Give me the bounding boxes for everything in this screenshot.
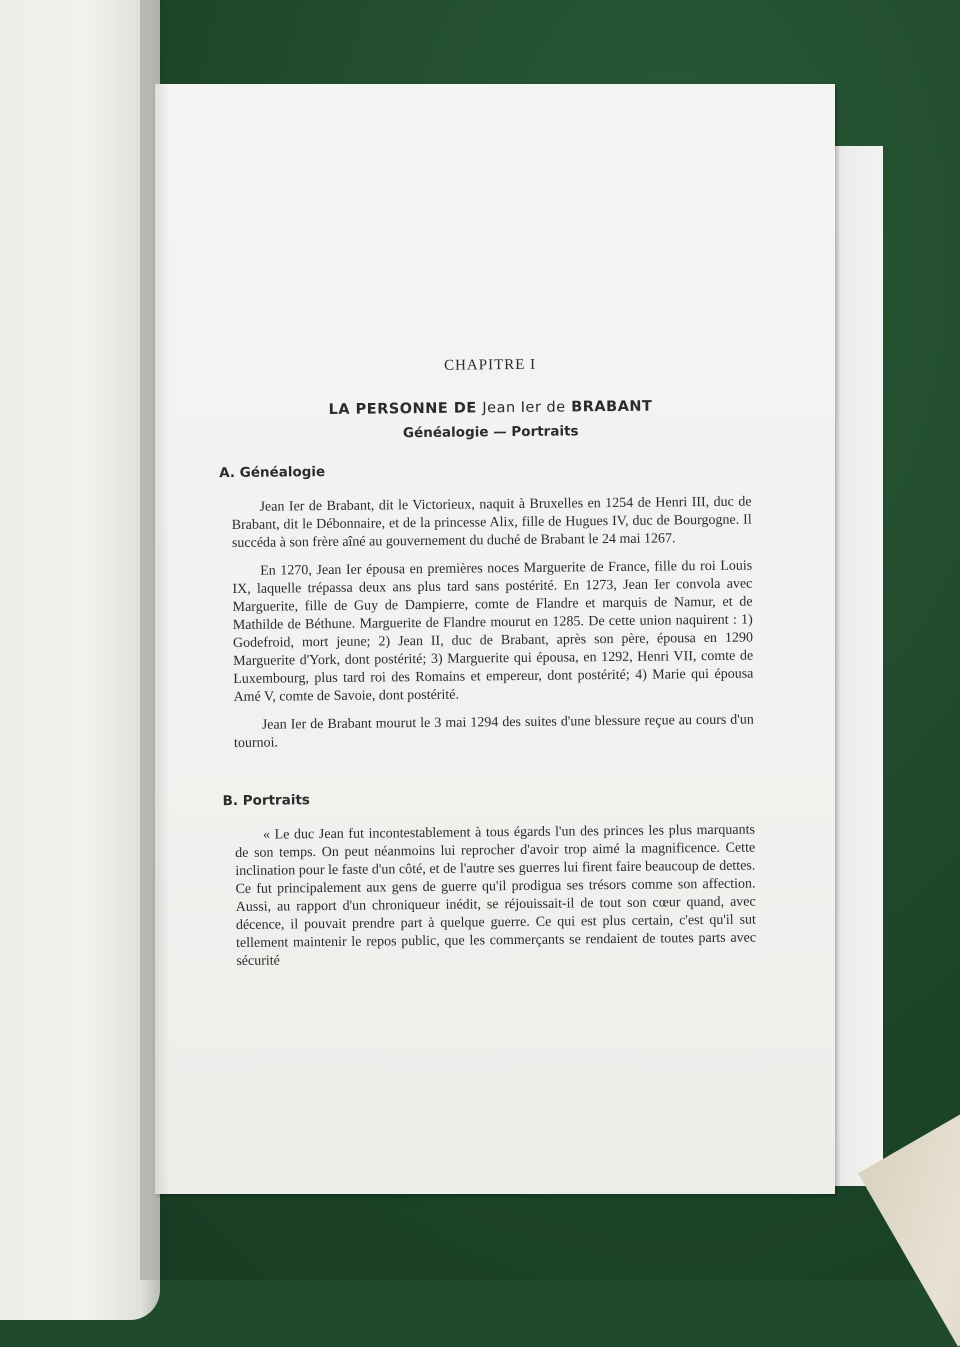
section-a-paragraph-2: En 1270, Jean Ier épousa en premières noces Marguerite de France, fille du roi Louis IX, laquelle trépassa deux ans plus tard sans postérité. En 1273, Jean Ier convola avec Marguerite, fille de Guy de Dampierre, comte de Flandre et marquis de Namur, et de Mathilde de Béthune. Marguerite de Flandre mourut en 1285. De cette union naquirent : 1) Godefroid, mort jeune; 2) Jean II, duc de Brabant, après son père, épousa en 1290 Marguerite d'York, dont postérité; 3) Marguerite qui épousa, en 1292, Henri VII, comte de Luxembourg, plus tard roi des Romains et empereur, dont postérité; 4) Marie qui épousa Amé V, comte de Savoie, dont postérité.	[232, 558, 754, 705]
section-a-paragraph-3: Jean Ier de Brabant mourut le 3 mai 1294 des suites d'une blessure reçue au cours d'un tournoi.	[233, 712, 754, 751]
section-a-heading: A. Généalogie	[219, 464, 326, 482]
chapter-heading: CHAPITRE I	[443, 356, 537, 374]
section-a-paragraph-1: Jean Ier de Brabant, dit le Victorieux, naquit à Bruxelles en 1254 de Henri III, duc de Brabant, dit le Débonnaire, et de la princesse Alix, fille de Hugues IV, duc de Bourgogne. Il succéda à son frère aîné au gouvernement du duché de Brabant le 24 mai 1267.	[231, 494, 752, 551]
section-b-heading: B. Portraits	[222, 792, 310, 810]
book-gutter-shadow	[140, 0, 170, 1280]
title-part-3: BRABANT	[571, 398, 653, 416]
section-b-paragraph-1: « Le duc Jean fut incontestablement à tous égards l'un des princes les plus marquants de son temps. On peut néanmoins lui reprocher d'avoir trop aimé la magnificence. Cette inclination pour le faste d'un côté, et de l'autre ses guerres lui firent faire beaucoup de dettes. Ce fut principalement aux gens de guerre qu'il prodigua ses trésors comme son affection. Aussi, au rapport d'un chroniqueur inédit, se réjouissait-il de tout son cœur quand, avec décence, il pouvait prendre part à quelque guerre. Ce qui est plus certain, c'est qu'il sut tellement maintenir le repos public, que les commerçants se rendaient de toutes parts avec sécurité	[235, 822, 757, 969]
chapter-title	[230, 398, 750, 419]
chapter-subtitle: Généalogie — Portraits	[402, 423, 579, 442]
title-part-1: LA PERSONNE DE	[328, 400, 477, 418]
title-part-2: Jean Ier de	[482, 399, 566, 417]
left-book-page	[0, 0, 160, 1320]
page-text	[219, 355, 757, 981]
